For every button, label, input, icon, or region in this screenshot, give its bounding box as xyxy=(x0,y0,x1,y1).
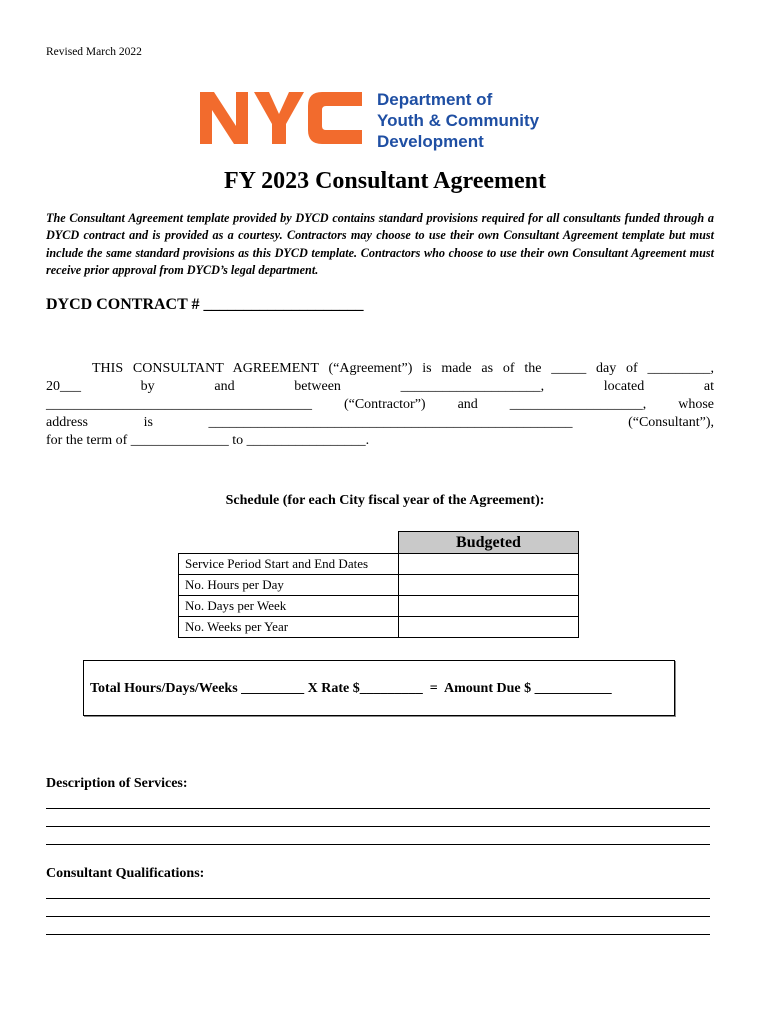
nyc-logo xyxy=(200,88,366,148)
table-row xyxy=(179,617,579,638)
document-title: FY 2023 Consultant Agreement xyxy=(224,168,546,194)
row-label: No. Hours per Day xyxy=(179,575,399,596)
table-header-row xyxy=(179,532,579,554)
agreement-line-4[interactable]: address is ____________________________________________________ (“Consultant”), xyxy=(46,415,714,430)
budgeted-column-header: Budgeted xyxy=(399,532,579,554)
department-name xyxy=(377,89,539,152)
qualifications-line[interactable] xyxy=(46,916,710,917)
description-line[interactable] xyxy=(46,844,710,845)
budgeted-input-cell[interactable] xyxy=(399,596,579,617)
agreement-paragraph[interactable] xyxy=(46,360,714,450)
qualifications-line[interactable] xyxy=(46,898,710,899)
budgeted-input-cell[interactable] xyxy=(399,617,579,638)
department-line-2: Youth & Community xyxy=(377,111,540,130)
budgeted-input-cell[interactable] xyxy=(399,575,579,596)
qualifications-heading: Consultant Qualifications: xyxy=(46,866,205,881)
table-corner-cell xyxy=(179,532,399,554)
revised-date: Revised March 2022 xyxy=(46,46,142,58)
description-line[interactable] xyxy=(46,826,710,827)
table-row xyxy=(179,554,579,575)
agreement-line-2[interactable]: 20___ by and between ____________________, located at xyxy=(46,379,714,394)
department-line-1: Department of xyxy=(377,90,493,109)
total-amount-line[interactable]: Total Hours/Days/Weeks _________ X Rate $_________ = Amount Due $ ___________ xyxy=(90,681,612,696)
qualifications-line[interactable] xyxy=(46,934,710,935)
contract-number-field[interactable]: DYCD CONTRACT # ____________________ xyxy=(46,296,364,313)
schedule-table xyxy=(178,531,579,638)
intro-paragraph: The Consultant Agreement template provided by DYCD contains standard provisions required for all consultants funded through a DYCD contract and is provided as a courtesy. Contractors may choose to use their own Consultant Agreement template but must include the same standard provisions as this DYCD template. Contractors who choose to use their own Consultant Agreement must receive prior approval from DYCD’s legal department. xyxy=(46,211,714,278)
agreement-line-3[interactable]: ______________________________________ (“Contractor”) and ___________________, whose xyxy=(46,397,714,412)
row-label: Service Period Start and End Dates xyxy=(179,554,399,575)
row-label: No. Days per Week xyxy=(179,596,399,617)
table-row xyxy=(179,596,579,617)
agreement-line-5[interactable]: for the term of ______________ to _________________. xyxy=(46,433,370,448)
department-line-3: Development xyxy=(377,132,484,151)
agreement-line-1[interactable]: THIS CONSULTANT AGREEMENT (“Agreement”) is made as of the _____ day of _________, xyxy=(92,361,714,376)
description-line[interactable] xyxy=(46,808,710,809)
schedule-heading: Schedule (for each City fiscal year of the Agreement): xyxy=(225,493,545,508)
budgeted-input-cell[interactable] xyxy=(399,554,579,575)
table-row xyxy=(179,575,579,596)
description-heading: Description of Services: xyxy=(46,776,188,791)
row-label: No. Weeks per Year xyxy=(179,617,399,638)
